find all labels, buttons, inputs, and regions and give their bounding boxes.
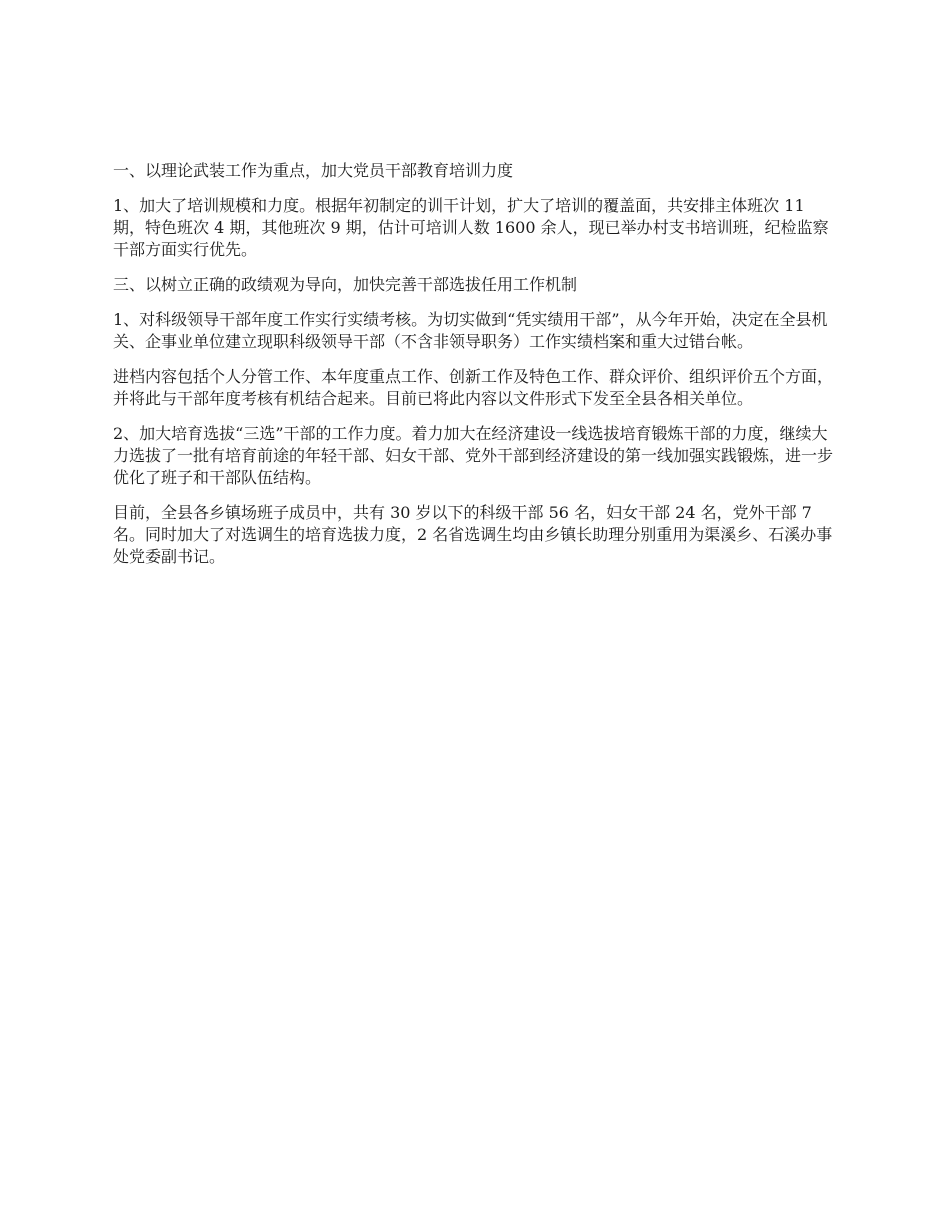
paragraph-three-selections: 2、加大培育选拔“三选”干部的工作力度。着力加大在经济建设一线选拔培育锻炼干部的力度，继续大力选拔了一批有培育前途的年轻干部、妇女干部、党外干部到经济建设的第一线加强实践锻炼，进一步优化了班子和干部队伍结构。: [113, 424, 834, 487]
paragraph-performance-assessment: 1、对科级领导干部年度工作实行实绩考核。为切实做到“凭实绩用干部”，从今年开始，决定在全县机关、企事业单位建立现职科级领导干部（不含非领导职务）工作实绩档案和重大过错台帐。: [113, 310, 828, 351]
paragraph-training-scale: 1、加大了培训规模和力度。根据年初制定的训干计划，扩大了培训的覆盖面，共安排主体班次 11 期，特色班次 4 期，其他班次 9 期，估计可培训人数 1600 余人，现已举办村支书培训班，纪检监察干部方面实行优先。: [113, 196, 829, 259]
section-heading-1: 一、以理论武装工作为重点，加大党员干部教育培训力度: [113, 161, 514, 180]
section-heading-3: 三、以树立正确的政绩观为导向，加快完善干部选拔任用工作机制: [113, 275, 578, 294]
paragraph-current-status: 目前，全县各乡镇场班子成员中，共有 30 岁以下的科级干部 56 名，妇女干部 24 名，党外干部 7 名。同时加大了对选调生的培育选拔力度，2 名省选调生均由乡镇长助理分别重用为渠溪乡、石溪办事处党委副书记。: [113, 503, 833, 566]
document-body: [113, 160, 840, 581]
paragraph-archive-content: 进档内容包括个人分管工作、本年度重点工作、创新工作及特色工作、群众评价、组织评价五个方面，并将此与干部年度考核有机结合起来。目前已将此内容以文件形式下发至全县各相关单位。: [113, 367, 834, 408]
